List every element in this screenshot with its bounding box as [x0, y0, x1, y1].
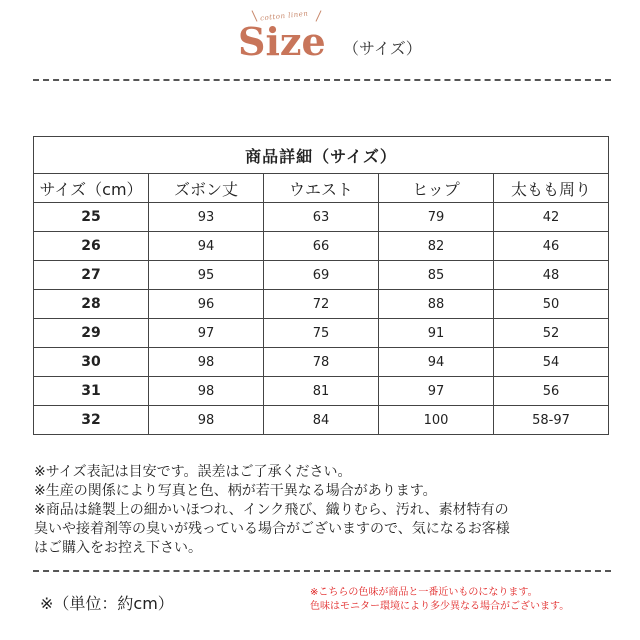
measure-cell: 97 — [149, 319, 264, 348]
measure-cell: 98 — [149, 377, 264, 406]
measure-cell: 98 — [149, 348, 264, 377]
measure-cell: 58-97 — [494, 406, 609, 435]
measure-cell: 97 — [379, 377, 494, 406]
note-line: ※サイズ表記は目安です。誤差はご了承ください。 — [34, 464, 352, 480]
measure-cell: 42 — [494, 203, 609, 232]
table-row — [34, 290, 609, 319]
color-note — [310, 586, 620, 614]
size-cell: 27 — [34, 261, 149, 290]
unit-note: ※（単位：約cm） — [40, 594, 174, 613]
measure-cell: 56 — [494, 377, 609, 406]
measure-cell: 72 — [264, 290, 379, 319]
note-line: 臭いや接着剤等の臭いが残っている場合がございますので、気になるお客様 — [34, 521, 510, 537]
size-cell: 31 — [34, 377, 149, 406]
note-line: ※商品は縫製上の細かいほつれ、インク飛び、織りむら、汚れ、素材特有の — [34, 502, 509, 518]
table-row — [34, 232, 609, 261]
table-row — [34, 203, 609, 232]
measure-cell: 94 — [379, 348, 494, 377]
measure-cell: 85 — [379, 261, 494, 290]
measure-cell: 82 — [379, 232, 494, 261]
measure-cell: 63 — [264, 203, 379, 232]
measure-cell: 75 — [264, 319, 379, 348]
note-line: ※生産の関係により写真と色、柄が若干異なる場合があります。 — [34, 483, 437, 499]
column-header: ヒップ — [379, 174, 494, 203]
measure-cell: 46 — [494, 232, 609, 261]
color-note-line: ※こちらの色味が商品と一番近いものになります。 — [310, 587, 538, 598]
measure-cell: 79 — [379, 203, 494, 232]
divider-bottom — [33, 570, 611, 572]
size-logo — [238, 8, 348, 68]
measure-cell: 91 — [379, 319, 494, 348]
table-header-row — [34, 174, 609, 203]
measure-cell: 88 — [379, 290, 494, 319]
measure-cell: 84 — [264, 406, 379, 435]
table-row — [34, 348, 609, 377]
measure-cell: 54 — [494, 348, 609, 377]
notes-block — [34, 463, 614, 558]
table-row — [34, 406, 609, 435]
column-header: ズボン丈 — [149, 174, 264, 203]
measure-cell: 69 — [264, 261, 379, 290]
table-row — [34, 319, 609, 348]
logo-tagline: cotton linen — [259, 9, 309, 23]
measure-cell: 78 — [264, 348, 379, 377]
table-row — [34, 377, 609, 406]
column-header: サイズ（cm） — [34, 174, 149, 203]
measure-cell: 93 — [149, 203, 264, 232]
column-header: 太もも周り — [494, 174, 609, 203]
column-header: ウエスト — [264, 174, 379, 203]
size-cell: 32 — [34, 406, 149, 435]
measure-cell: 81 — [264, 377, 379, 406]
size-cell: 25 — [34, 203, 149, 232]
size-cell: 26 — [34, 232, 149, 261]
table-caption-row — [34, 137, 609, 174]
measure-cell: 94 — [149, 232, 264, 261]
size-table — [33, 136, 609, 435]
logo-title: Size — [238, 19, 326, 64]
measure-cell: 96 — [149, 290, 264, 319]
header-subtitle: （サイズ） — [343, 39, 422, 58]
measure-cell: 100 — [379, 406, 494, 435]
color-note-line: 色味はモニター環境により多少異なる場合がございます。 — [310, 601, 570, 612]
measure-cell: 95 — [149, 261, 264, 290]
size-cell: 28 — [34, 290, 149, 319]
table-caption: 商品詳細（サイズ） — [34, 137, 609, 174]
divider-top — [33, 79, 611, 81]
size-cell: 30 — [34, 348, 149, 377]
note-line: はご購入をお控え下さい。 — [34, 540, 202, 556]
table-row — [34, 261, 609, 290]
measure-cell: 50 — [494, 290, 609, 319]
measure-cell: 52 — [494, 319, 609, 348]
measure-cell: 98 — [149, 406, 264, 435]
size-cell: 29 — [34, 319, 149, 348]
measure-cell: 66 — [264, 232, 379, 261]
header — [0, 0, 640, 76]
measure-cell: 48 — [494, 261, 609, 290]
